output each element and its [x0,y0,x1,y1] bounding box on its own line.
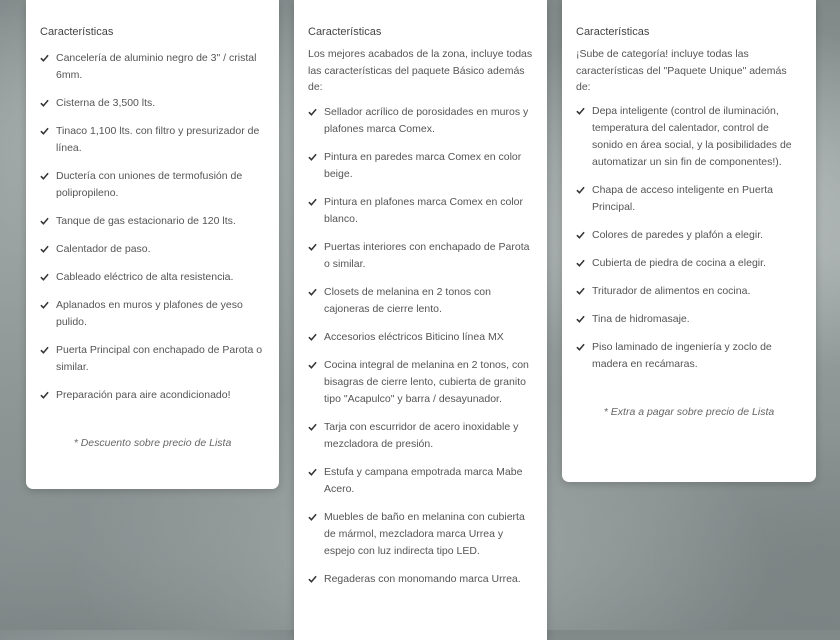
features-list [308,104,533,588]
check-icon [40,99,49,107]
check-icon [308,575,317,583]
list-item [576,103,802,171]
list-item-label: Estufa y campana empotrada marca Mabe Acero. [324,465,523,495]
list-item-label: Closets de melanina en 2 tonos con cajoneras de cierre lento. [324,285,491,315]
features-list [576,103,802,373]
list-item [308,571,533,588]
list-item-label: Depa inteligente (control de iluminación, temperatura del calentador, control de sonido en área social, y la posibilidades de automatizar un sin fin de componentes!). [592,104,792,168]
list-item [308,239,533,273]
list-item [40,213,265,230]
list-item-label: Cocina integral de melanina en 2 tonos, con bisagras de cierre lento, cubierta de granito tipo "Acapulco" y barra / desayunador. [324,358,529,405]
list-item-label: Cisterna de 3,500 lts. [56,97,156,109]
list-item-label: Tinaco 1,100 lts. con filtro y presurizador de línea. [56,125,260,154]
check-icon [576,315,585,323]
check-icon [308,423,317,431]
list-item [576,255,802,272]
list-item [40,269,265,286]
package-card-basic [26,0,279,489]
check-icon [308,108,317,116]
list-item-label: Ductería con uniones de termofusión de polipropileno. [56,170,243,199]
list-item [308,357,533,408]
list-item-label: Aplanados en muros y plafones de yeso pulido. [56,299,243,328]
check-icon [576,107,585,115]
list-item-label: Piso laminado de ingeniería y zoclo de madera en recámaras. [592,340,772,370]
list-item-label: Pintura en plafones marca Comex en color blanco. [324,195,524,225]
list-item-label: Tarja con escurridor de acero inoxidable y mezcladora de presión. [324,420,519,450]
list-item [308,194,533,228]
price-note: * Extra a pagar sobre precio de Lista [603,405,775,418]
check-icon [308,361,317,369]
list-item-label: Regaderas con monomando marca Urrea. [324,572,521,585]
package-card-premium [562,0,816,482]
list-item [308,464,533,498]
check-icon [40,301,49,309]
list-item-label: Pintura en paredes marca Comex en color beige. [324,150,522,180]
check-icon [40,127,49,135]
check-icon [576,259,585,267]
list-item-label: Tanque de gas estacionario de 120 lts. [56,215,236,227]
package-card-unique [294,0,547,640]
card-intro: Los mejores acabados de la zona, incluye todas las características del paquete Básico además de: [308,48,533,93]
list-item [576,227,802,244]
check-icon [576,231,585,239]
list-item [308,284,533,318]
check-icon [40,245,49,253]
check-icon [40,217,49,225]
card-title: Características [576,26,650,38]
list-item [40,297,265,331]
check-icon [40,391,49,399]
list-item-label: Cableado eléctrico de alta resistencia. [56,271,234,283]
list-item-label: Cubierta de piedra de cocina a elegir. [592,256,766,269]
list-item [40,123,265,157]
card-intro: ¡Sube de categoría! incluye todas las características del "Paquete Unique" además de: [576,48,787,93]
list-item-label: Cancelería de aluminio negro de 3" / cristal 6mm. [56,52,257,81]
card-title: Características [308,26,382,38]
check-icon [576,343,585,351]
check-icon [308,153,317,161]
check-icon [308,513,317,521]
card-title: Características [40,26,114,38]
check-icon [308,288,317,296]
list-item-label: Triturador de alimentos en cocina. [592,284,751,297]
price-note: * Descuento sobre precio de Lista [73,437,232,449]
list-item [308,149,533,183]
list-item-label: Sellador acrílico de porosidades en muros y plafones marca Comex. [324,105,529,135]
check-icon [576,186,585,194]
check-icon [308,198,317,206]
list-item [576,311,802,328]
list-item-label: Puerta Principal con enchapado de Parota o similar. [56,344,263,373]
list-item-label: Muebles de baño en melanina con cubierta de mármol, mezcladora marca Urrea y espejo con luz indirecta tipo LED. [324,510,525,557]
list-item [40,387,265,404]
list-item-label: Preparación para aire acondicionado! [56,389,231,401]
list-item-label: Calentador de paso. [56,243,151,255]
check-icon [308,333,317,341]
list-item [308,329,533,346]
features-list [40,50,265,404]
check-icon [40,346,49,354]
list-item [40,168,265,202]
list-item [308,104,533,138]
list-item [40,95,265,112]
check-icon [576,287,585,295]
list-item [576,339,802,373]
list-item [576,283,802,300]
list-item-label: Puertas interiores con enchapado de Parota o similar. [324,240,530,270]
list-item [40,50,265,84]
list-item [40,342,265,376]
list-item-label: Chapa de acceso inteligente en Puerta Principal. [592,183,773,213]
check-icon [308,243,317,251]
list-item [308,509,533,560]
check-icon [308,468,317,476]
check-icon [40,273,49,281]
check-icon [40,54,49,62]
list-item-label: Tina de hidromasaje. [592,312,690,325]
list-item [40,241,265,258]
list-item-label: Accesorios eléctricos Biticino línea MX [324,330,504,343]
list-item-label: Colores de paredes y plafón a elegir. [592,228,764,241]
list-item [576,182,802,216]
list-item [308,419,533,453]
check-icon [40,172,49,180]
